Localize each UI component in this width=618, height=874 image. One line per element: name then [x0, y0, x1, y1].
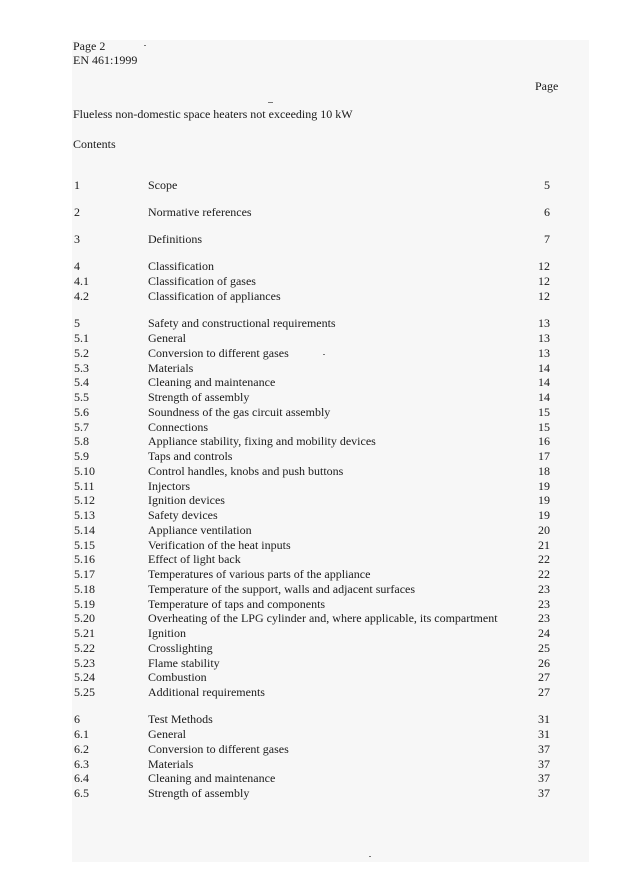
- toc-entry: [0, 479, 618, 494]
- toc-section-title: Taps and controls: [148, 449, 233, 463]
- toc-page-number: 7: [544, 232, 550, 246]
- toc-page-number: 16: [538, 434, 550, 448]
- toc-entry: [0, 786, 618, 801]
- toc-section-number: 5.2: [74, 346, 89, 360]
- scan-speck: [268, 102, 273, 103]
- toc-entry: [0, 274, 618, 289]
- toc-entry: [0, 757, 618, 772]
- toc-page-number: 13: [538, 316, 550, 330]
- toc-section-title: General: [148, 331, 186, 345]
- toc-entry: [0, 464, 618, 479]
- toc-entry: [0, 626, 618, 641]
- toc-section-number: 5.13: [74, 508, 95, 522]
- toc-section-number: 5.9: [74, 449, 89, 463]
- toc-section-title: Definitions: [148, 232, 202, 246]
- toc-section-title: Classification of gases: [148, 274, 256, 288]
- toc-page-number: 23: [538, 611, 550, 625]
- scan-speck: [323, 354, 325, 355]
- toc-section-number: 6.3: [74, 757, 89, 771]
- toc-section-number: 5.25: [74, 685, 95, 699]
- toc-section-title: Effect of light back: [148, 552, 241, 566]
- toc-page-number: 31: [538, 727, 550, 741]
- toc-page-number: 27: [538, 670, 550, 684]
- toc-entry: [0, 289, 618, 304]
- toc-entry: [0, 567, 618, 582]
- toc-section-number: 5.19: [74, 597, 95, 611]
- toc-section-title: Conversion to different gases: [148, 742, 289, 756]
- toc-entry: [0, 434, 618, 449]
- toc-section-title: Crosslighting: [148, 641, 213, 655]
- toc-section-number: 5.4: [74, 375, 89, 389]
- toc-section-number: 4: [74, 259, 80, 273]
- toc-section-number: 5.20: [74, 611, 95, 625]
- toc-entry: [0, 375, 618, 390]
- toc-section-number: 1: [74, 178, 80, 192]
- toc-section-number: 5.17: [74, 567, 95, 581]
- standard-reference: EN 461:1999: [73, 53, 138, 67]
- document-title: Flueless non-domestic space heaters not exceeding 10 kW: [73, 107, 353, 121]
- toc-entry: [0, 346, 618, 361]
- toc-page-number: 15: [538, 420, 550, 434]
- toc-entry: [0, 538, 618, 553]
- toc-section-title: Temperature of taps and components: [148, 597, 326, 611]
- toc-section-number: 2: [74, 205, 80, 219]
- toc-section-number: 5.14: [74, 523, 95, 537]
- toc-page-number: 37: [538, 786, 550, 800]
- toc-section-title: Verification of the heat inputs: [148, 538, 291, 552]
- toc-page-number: 14: [538, 390, 550, 404]
- contents-heading: Contents: [73, 137, 116, 151]
- toc-section-number: 6.4: [74, 771, 89, 785]
- toc-entry: [0, 316, 618, 331]
- toc-entry: [0, 405, 618, 420]
- toc-section-title: Conversion to different gases: [148, 346, 289, 360]
- toc-section-number: 5.10: [74, 464, 95, 478]
- toc-section-title: Injectors: [148, 479, 190, 493]
- toc-section-title: Strength of assembly: [148, 786, 250, 800]
- scan-speck: [369, 856, 371, 857]
- toc-section-number: 5.16: [74, 552, 95, 566]
- toc-section-number: 3: [74, 232, 80, 246]
- toc-page-number: 19: [538, 493, 550, 507]
- toc-section-title: Overheating of the LPG cylinder and, where applicable, its compartment: [148, 611, 498, 625]
- toc-entry: [0, 508, 618, 523]
- toc-section-title: Classification: [148, 259, 214, 273]
- toc-section-number: 5.5: [74, 390, 89, 404]
- toc-page-number: 18: [538, 464, 550, 478]
- toc-page-number: 17: [538, 449, 550, 463]
- toc-section-title: Safety and constructional requirements: [148, 316, 336, 330]
- toc-section-number: 6.5: [74, 786, 89, 800]
- toc-page-number: 21: [538, 538, 550, 552]
- toc-section-number: 5.1: [74, 331, 89, 345]
- toc-entry: [0, 420, 618, 435]
- toc-section-title: Cleaning and maintenance: [148, 375, 276, 389]
- toc-entry: [0, 582, 618, 597]
- toc-section-title: Cleaning and maintenance: [148, 771, 276, 785]
- scan-speck: [144, 45, 146, 46]
- toc-page-number: 23: [538, 582, 550, 596]
- toc-page-number: 19: [538, 508, 550, 522]
- toc-entry: [0, 493, 618, 508]
- toc-section-number: 5.15: [74, 538, 95, 552]
- toc-page-number: 22: [538, 552, 550, 566]
- toc-page-number: 13: [538, 346, 550, 360]
- toc-entry: [0, 449, 618, 464]
- toc-section-number: 5.21: [74, 626, 95, 640]
- toc-page-number: 14: [538, 361, 550, 375]
- toc-page-number: 26: [538, 656, 550, 670]
- toc-section-number: 4.1: [74, 274, 89, 288]
- toc-section-number: 5.8: [74, 434, 89, 448]
- toc-page-number: 27: [538, 685, 550, 699]
- toc-entry: [0, 178, 618, 193]
- toc-section-title: Control handles, knobs and push buttons: [148, 464, 344, 478]
- toc-entry: [0, 641, 618, 656]
- toc-page-number: 37: [538, 742, 550, 756]
- toc-page-number: 37: [538, 771, 550, 785]
- toc-entry: [0, 771, 618, 786]
- toc-section-number: 5.6: [74, 405, 89, 419]
- toc-page-number: 12: [538, 274, 550, 288]
- toc-section-title: Scope: [148, 178, 178, 192]
- toc-section-title: Combustion: [148, 670, 207, 684]
- toc-section-title: Connections: [148, 420, 208, 434]
- toc-section-number: 5: [74, 316, 80, 330]
- toc-page-number: 31: [538, 712, 550, 726]
- toc-entry: [0, 259, 618, 274]
- toc-entry: [0, 712, 618, 727]
- toc-entry: [0, 670, 618, 685]
- toc-page-number: 25: [538, 641, 550, 655]
- toc-section-number: 5.12: [74, 493, 95, 507]
- toc-section-number: 5.3: [74, 361, 89, 375]
- toc-section-title: General: [148, 727, 186, 741]
- toc-page-number: 15: [538, 405, 550, 419]
- toc-section-number: 5.18: [74, 582, 95, 596]
- toc-section-number: 5.11: [74, 479, 95, 493]
- toc-section-title: Soundness of the gas circuit assembly: [148, 405, 331, 419]
- toc-entry: [0, 597, 618, 612]
- toc-section-number: 5.22: [74, 641, 95, 655]
- toc-section-title: Appliance ventilation: [148, 523, 252, 537]
- toc-entry: [0, 552, 618, 567]
- toc-section-title: Strength of assembly: [148, 390, 250, 404]
- toc-section-number: 6: [74, 712, 80, 726]
- toc-entry: [0, 727, 618, 742]
- toc-page-number: 12: [538, 289, 550, 303]
- toc-entry: [0, 361, 618, 376]
- page-column-heading: Page: [535, 79, 559, 93]
- toc-page-number: 24: [538, 626, 550, 640]
- toc-page-number: 22: [538, 567, 550, 581]
- toc-page-number: 12: [538, 259, 550, 273]
- toc-page-number: 5: [544, 178, 550, 192]
- toc-section-number: 6.1: [74, 727, 89, 741]
- toc-entry: [0, 390, 618, 405]
- toc-section-title: Classification of appliances: [148, 289, 281, 303]
- toc-section-title: Safety devices: [148, 508, 218, 522]
- toc-page-number: 14: [538, 375, 550, 389]
- toc-page-number: 19: [538, 479, 550, 493]
- toc-entry: [0, 611, 618, 626]
- toc-section-number: 5.23: [74, 656, 95, 670]
- toc-section-title: Ignition devices: [148, 493, 225, 507]
- toc-page-number: 13: [538, 331, 550, 345]
- toc-section-title: Ignition: [148, 626, 186, 640]
- toc-entry: [0, 523, 618, 538]
- toc-section-number: 6.2: [74, 742, 89, 756]
- toc-section-title: Materials: [148, 361, 194, 375]
- toc-page-number: 23: [538, 597, 550, 611]
- page-number-label: Page 2: [73, 39, 106, 53]
- toc-entry: [0, 331, 618, 346]
- toc-entry: [0, 685, 618, 700]
- toc-section-title: Temperatures of various parts of the appliance: [148, 567, 371, 581]
- toc-entry: [0, 232, 618, 247]
- toc-section-title: Flame stability: [148, 656, 220, 670]
- toc-section-number: 4.2: [74, 289, 89, 303]
- toc-entry: [0, 656, 618, 671]
- toc-page-number: 37: [538, 757, 550, 771]
- toc-page-number: 20: [538, 523, 550, 537]
- toc-page-number: 6: [544, 205, 550, 219]
- toc-section-number: 5.24: [74, 670, 95, 684]
- toc-entry: [0, 742, 618, 757]
- toc-entry: [0, 205, 618, 220]
- toc-section-title: Test Methods: [148, 712, 213, 726]
- toc-section-number: 5.7: [74, 420, 89, 434]
- toc-section-title: Temperature of the support, walls and adjacent surfaces: [148, 582, 416, 596]
- toc-section-title: Additional requirements: [148, 685, 265, 699]
- toc-section-title: Appliance stability, fixing and mobility devices: [148, 434, 376, 448]
- toc-section-title: Materials: [148, 757, 194, 771]
- toc-section-title: Normative references: [148, 205, 252, 219]
